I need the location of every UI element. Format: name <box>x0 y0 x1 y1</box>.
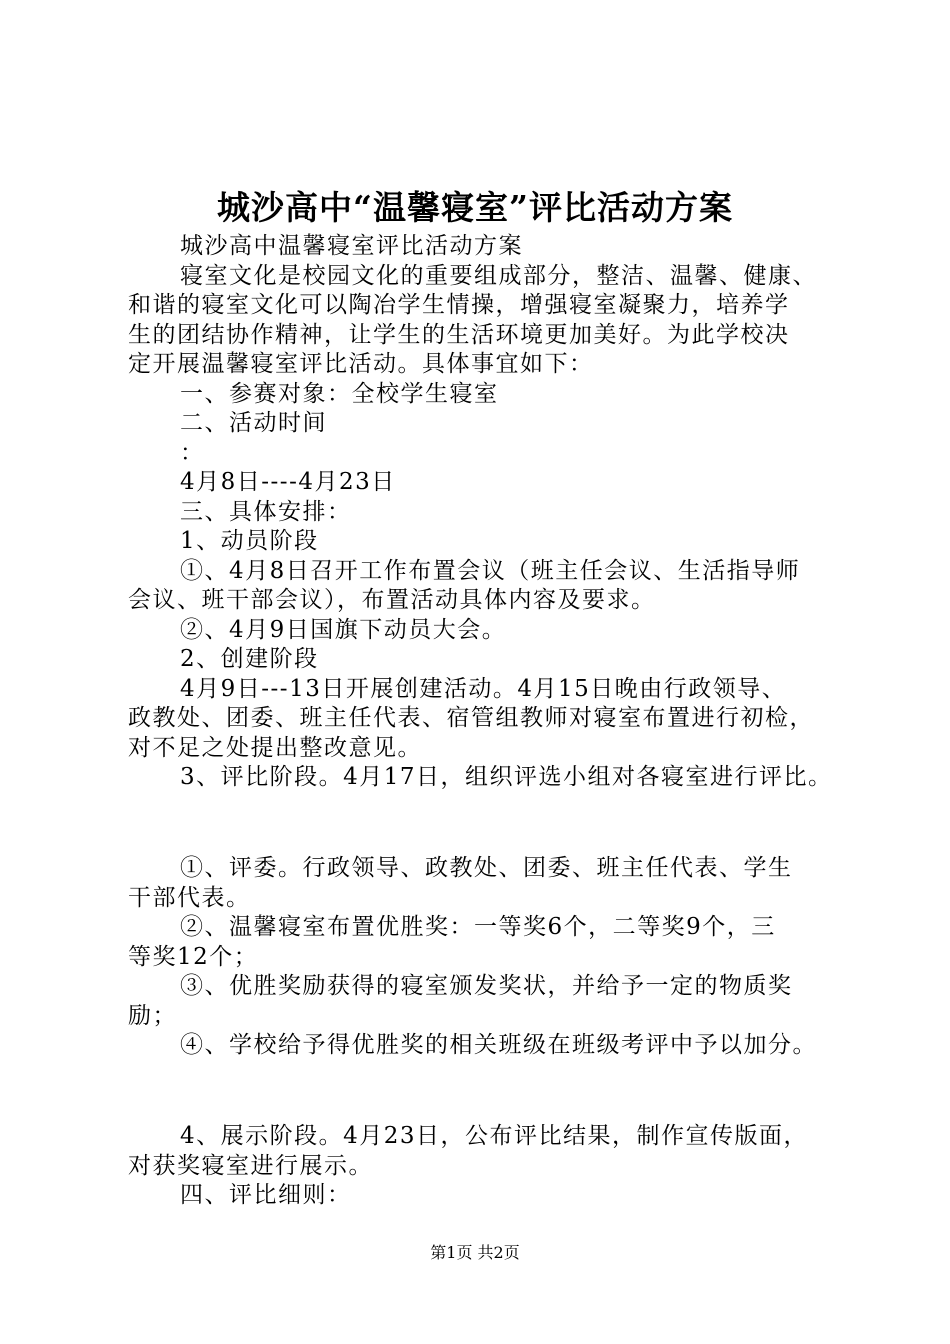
paragraph-line: 3、评比阶段。4月17日，组织评选小组对各寝室进行评比。 <box>180 764 833 790</box>
paragraph-line: 2、创建阶段 <box>180 646 319 672</box>
document-body <box>128 232 848 1211</box>
paragraph-line: ①、评委。行政领导、政教处、团委、班主任代表、学生 <box>180 855 793 881</box>
paragraph-line: 对不足之处提出整改意见。 <box>128 734 422 761</box>
paragraph-line: 二、活动时间 <box>180 410 327 436</box>
paragraph-line: ： <box>180 439 205 466</box>
paragraph-line: 四、评比细则： <box>180 1182 352 1208</box>
paragraph-line: 生的团结协作精神，让学生的生活环境更加美好。为此学校决 <box>128 321 790 348</box>
paragraph-line: 等奖12个； <box>128 943 259 970</box>
paragraph-line: 4月9日---13日开展创建活动。4月15日晚由行政领导、 <box>180 675 787 702</box>
paragraph-line: 干部代表。 <box>128 884 251 911</box>
paragraph-line: ③、优胜奖励获得的寝室颁发奖状，并给予一定的物质奖 <box>180 973 793 999</box>
paragraph-line: 寝室文化是校园文化的重要组成部分，整洁、温馨、健康、 <box>180 262 817 289</box>
paragraph-line: 励； <box>128 1002 177 1029</box>
paragraph-line: ②、4月9日国旗下动员大会。 <box>180 616 507 643</box>
paragraph-line: 4月8日----4月23日 <box>180 469 396 495</box>
page-footer: 第1页 共2页 <box>430 1243 520 1262</box>
paragraph-line: 会议、班干部会议），布置活动具体内容及要求。 <box>128 587 656 613</box>
paragraph-line: 4、展示阶段。4月23日，公布评比结果，制作宣传版面， <box>180 1123 809 1149</box>
paragraph-line: ①、4月8日召开工作布置会议（班主任会议、生活指导师 <box>180 557 801 584</box>
paragraph-line: 城沙高中温馨寝室评比活动方案 <box>180 233 523 259</box>
paragraph-line: ④、学校给予得优胜奖的相关班级在班级考评中予以加分。 <box>180 1032 817 1058</box>
blank-line <box>128 809 848 839</box>
paragraph-line: ②、温馨寝室布置优胜奖：一等奖6个，二等奖9个，三 <box>180 914 776 940</box>
paragraph-line: 一、参赛对象：全校学生寝室 <box>180 380 499 407</box>
paragraph-line: 定开展温馨寝室评比活动。具体事宜如下： <box>128 351 594 377</box>
paragraph-line: 对获奖寝室进行展示。 <box>128 1152 373 1179</box>
paragraph-line: 和谐的寝室文化可以陶冶学生情操，增强寝室凝聚力，培养学 <box>128 292 790 318</box>
paragraph-line: 1、动员阶段 <box>180 528 319 554</box>
paragraph-line: 政教处、团委、班主任代表、宿管组教师对寝室布置进行初检， <box>128 705 814 731</box>
paragraph-line: 三、具体安排： <box>180 498 352 525</box>
blank-line <box>128 1077 848 1107</box>
document-title: 城沙高中“温馨寝室”评比活动方案 <box>217 188 733 227</box>
